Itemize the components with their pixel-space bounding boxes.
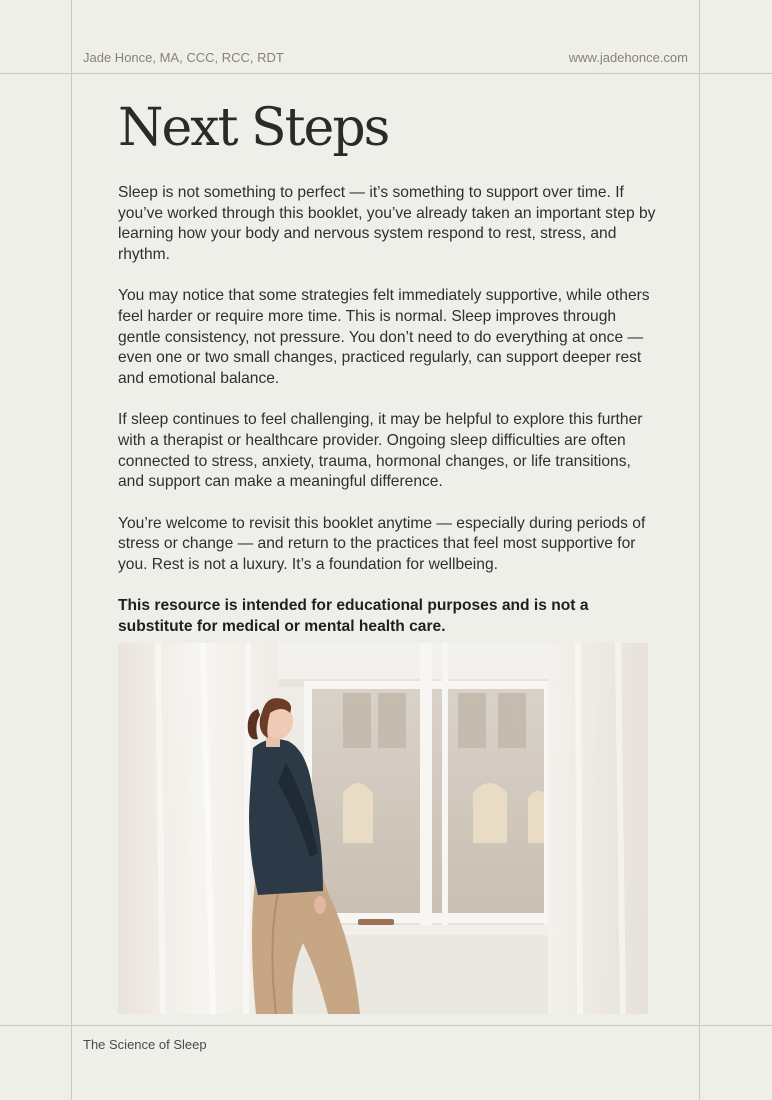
woman-by-window-photo — [118, 643, 648, 1014]
paragraph-4: You’re welcome to revisit this booklet anytime — especially during periods of stress or change — and return to the practices that feel most supportive for you. Rest is not a luxury. It’s a foundation for wellbeing. — [118, 514, 646, 574]
paragraph-1: Sleep is not something to perfect — it’s something to support over time. If you’ve worked through this booklet, you’ve already taken an important step by learning how your body and nervous system respond to rest, stress, and rhythm. — [118, 184, 656, 264]
disclaimer: This resource is intended for educational purposes and is not a substitute for medical or mental health care. — [118, 597, 589, 635]
header-rule — [0, 73, 772, 74]
paragraph-3: If sleep continues to feel challenging, it may be helpful to explore this further with a therapist or healthcare provider. Ongoing sleep difficulties are often connected to stress, anxiety, trauma, hormonal changes, or life transitions, and support can make a meaningful difference. — [118, 411, 643, 491]
body-content — [118, 183, 658, 638]
footer-doc-title: The Science of Sleep — [83, 1037, 207, 1052]
header-author: Jade Honce, MA, CCC, RCC, RDT — [83, 50, 284, 65]
paragraph-2: You may notice that some strategies felt immediately supportive, while others feel harder or require more time. This is normal. Sleep improves through gentle consistency, not pressure. You don’t need to do everything at once — even one or two small changes, practiced regularly, can support deeper rest and emotional balance. — [118, 287, 650, 388]
left-margin-rule — [71, 0, 72, 1100]
footer-rule — [0, 1025, 772, 1026]
header-website-link[interactable]: www.jadehonce.com — [568, 50, 688, 65]
page-title: Next Steps — [118, 98, 389, 158]
right-margin-rule — [699, 0, 700, 1100]
